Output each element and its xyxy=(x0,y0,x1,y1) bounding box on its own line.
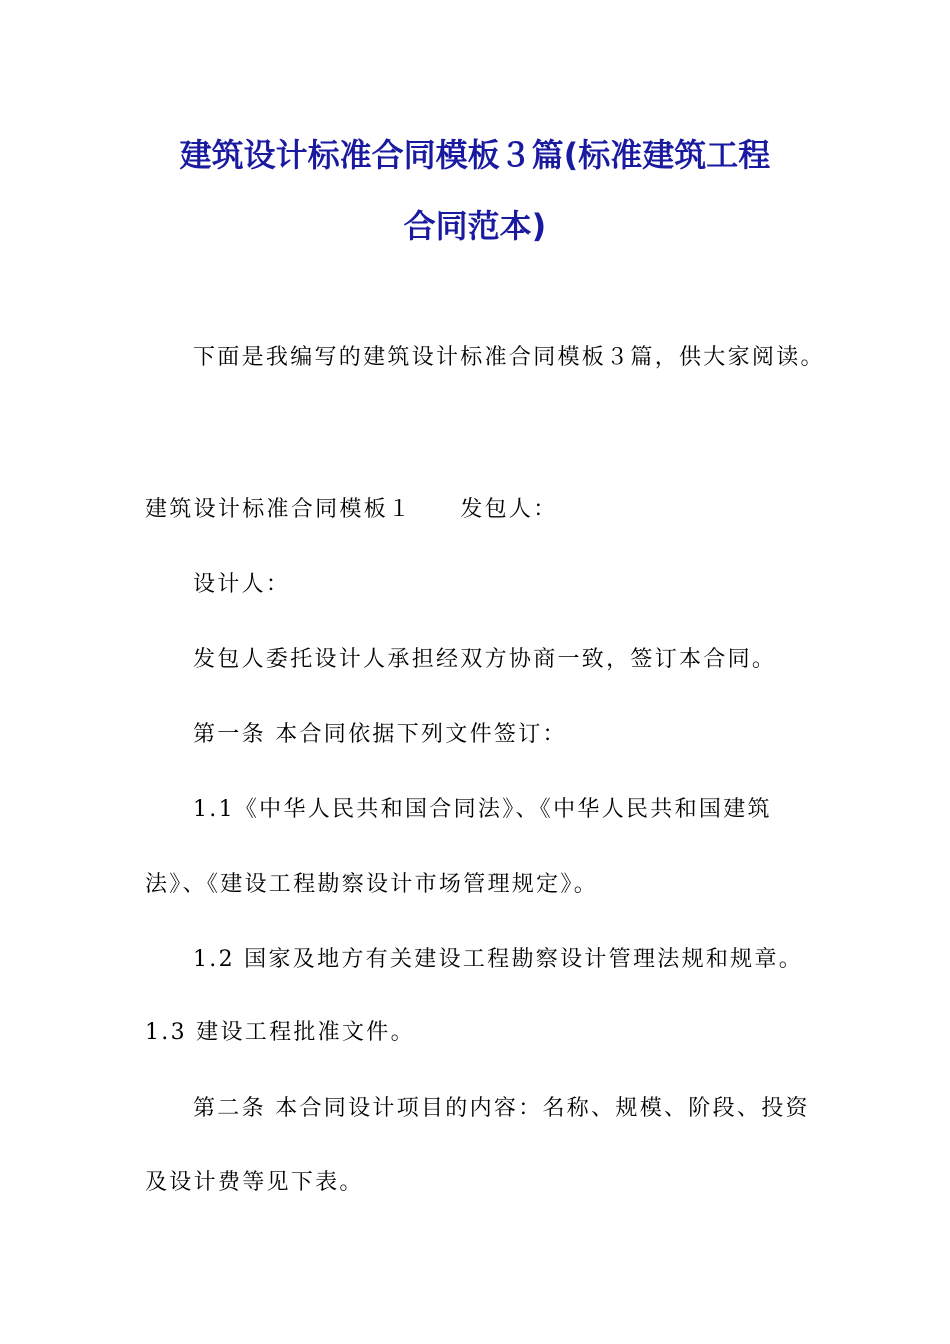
document-title-line-1: 建筑设计标准合同模板３篇(标准建筑工程 xyxy=(179,136,771,174)
item-1-2: 1.2 国家及地方有关建设工程勘察设计管理法规和规章。 xyxy=(193,947,804,972)
template-1-heading: 建筑设计标准合同模板１ xyxy=(145,497,413,522)
entrust-paragraph: 发包人委托设计人承担经双方协商一致，签订本合同。 xyxy=(193,647,777,672)
item-1-3: 1.3 建设工程批准文件。 xyxy=(145,1020,415,1045)
article-2-line-2: 及设计费等见下表。 xyxy=(145,1170,364,1195)
article-1-heading: 第一条 本合同依据下列文件签订： xyxy=(193,722,567,747)
document-title-line-2: 合同范本) xyxy=(403,207,547,245)
intro-paragraph: 下面是我编写的建筑设计标准合同模板３篇，供大家阅读。 xyxy=(193,345,825,370)
employer-label: 发包人： xyxy=(460,497,558,522)
item-1-1-line-2: 法》、《建设工程勘察设计市场管理规定》。 xyxy=(145,872,599,897)
article-2-line-1: 第二条 本合同设计项目的内容：名称、规模、阶段、投资 xyxy=(193,1096,810,1121)
designer-label: 设计人： xyxy=(193,572,291,597)
template-1-heading-row xyxy=(145,495,558,525)
item-1-1-line-1: 1.1《中华人民共和国合同法》、《中华人民共和国建筑 xyxy=(193,797,772,822)
